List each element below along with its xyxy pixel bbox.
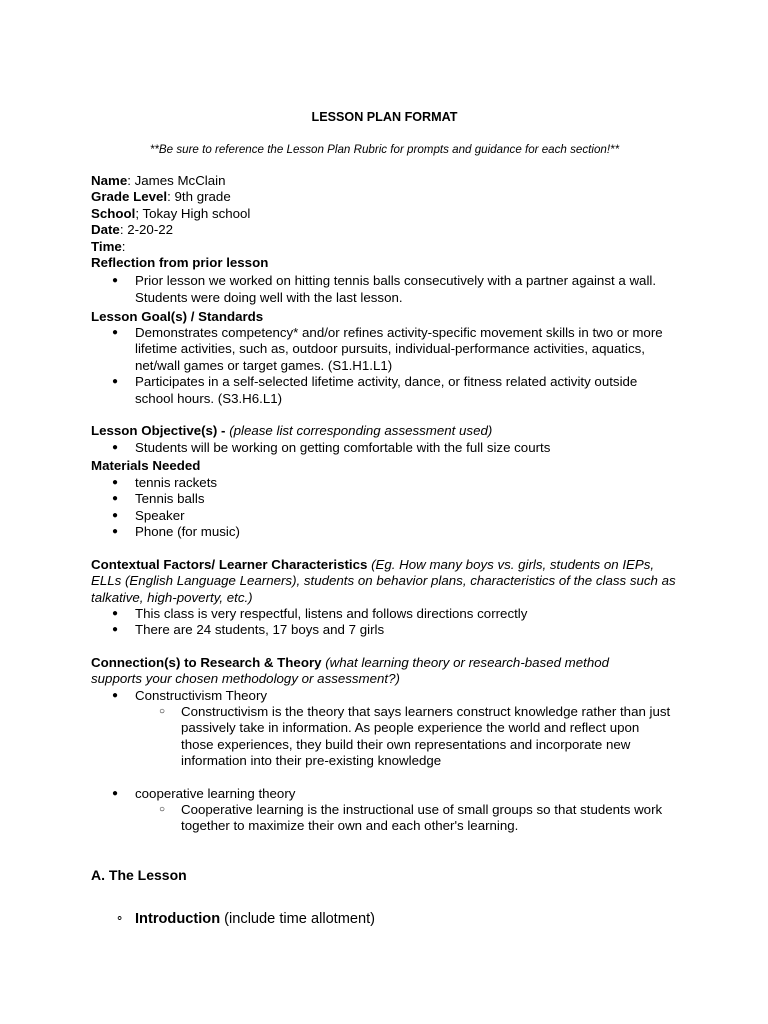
school-label: School bbox=[91, 205, 136, 221]
list-item bbox=[91, 475, 691, 491]
date-value: : 2-20-22 bbox=[119, 222, 174, 238]
intro-row bbox=[115, 911, 375, 927]
reflection-list bbox=[91, 272, 691, 306]
reflection-heading: Reflection from prior lesson bbox=[91, 255, 269, 271]
materials-list bbox=[91, 475, 691, 541]
connection-hint: (what learning theory or research-based method supports your chosen methodology or assessment?) bbox=[91, 655, 610, 687]
date-field bbox=[91, 222, 268, 238]
list-item bbox=[91, 272, 691, 306]
theory-description: Constructivism is the theory that says learners construct knowledge rather than just passively take in information. As people experience the world and reflect upon those experiences, they build their own representations and incorporate new information into their pre-existing knowledge bbox=[181, 704, 671, 769]
header-fields bbox=[91, 173, 268, 271]
goal-text: Demonstrates competency* and/or refines activity-specific movement skills in two or more lifetime activities, such as, outdoor pursuits, individual-performance activities, aquatics, net/wall games or target games. (S1.H1.L1) bbox=[135, 325, 663, 373]
bullet-icon: ● bbox=[112, 376, 119, 388]
intro-hint: (include time allotment) bbox=[220, 911, 376, 927]
list-item bbox=[91, 508, 691, 524]
list-item bbox=[91, 704, 671, 770]
objectives-list bbox=[91, 440, 691, 456]
list-item bbox=[91, 524, 691, 540]
bullet-icon: ● bbox=[112, 327, 119, 338]
connection-list bbox=[91, 786, 691, 802]
material-text: tennis rackets bbox=[135, 475, 218, 490]
grade-field bbox=[91, 189, 268, 205]
goal-text: Participates in a self-selected lifetime activity, dance, or fitness related activity outside school hours. (S3.H6.L1) bbox=[135, 374, 638, 406]
bullet-icon: ● bbox=[112, 509, 119, 521]
connection-sublist bbox=[91, 802, 671, 835]
bullet-icon: ● bbox=[112, 442, 119, 453]
list-item bbox=[91, 802, 671, 835]
bullet-icon: ● bbox=[112, 275, 119, 286]
document-title: LESSON PLAN FORMAT bbox=[311, 110, 458, 124]
time-field bbox=[91, 239, 268, 255]
grade-label: Grade Level bbox=[91, 189, 168, 205]
list-item bbox=[91, 622, 691, 638]
contextual-heading: Contextual Factors/ Learner Characteristics bbox=[91, 557, 368, 572]
objectives-hint: (please list corresponding assessment used) bbox=[229, 423, 493, 438]
goals-list bbox=[91, 325, 666, 407]
material-text: Tennis balls bbox=[135, 491, 205, 507]
name-value: : James McClain bbox=[127, 173, 226, 188]
theory-label: Constructivism Theory bbox=[135, 688, 268, 703]
objectives-heading: Lesson Objective(s) - bbox=[91, 423, 230, 438]
school-field bbox=[91, 206, 268, 222]
theory-label: cooperative learning theory bbox=[135, 786, 296, 801]
bullet-icon: ● bbox=[112, 477, 119, 488]
bullet-icon: ● bbox=[112, 493, 119, 505]
material-text: Speaker bbox=[135, 507, 185, 523]
list-item bbox=[91, 440, 691, 456]
reflection-text: Prior lesson we worked on hitting tennis balls consecutively with a partner against a wall. Students were doing well with the last lesson. bbox=[135, 273, 657, 305]
connection-heading: Connection(s) to Research & Theory bbox=[91, 655, 322, 670]
lesson-heading: A. The Lesson bbox=[91, 867, 187, 883]
bullet-icon: ● bbox=[112, 690, 119, 701]
school-value: ; Tokay High school bbox=[135, 205, 251, 221]
objectives-heading-row bbox=[91, 423, 492, 439]
connection-sublist bbox=[91, 704, 671, 770]
materials-heading: Materials Needed bbox=[91, 458, 201, 473]
list-item bbox=[91, 606, 691, 622]
bullet-icon: ● bbox=[112, 608, 119, 619]
hollow-bullet-icon: ○ bbox=[159, 804, 166, 815]
grade-value: : 9th grade bbox=[167, 189, 231, 205]
contextual-list bbox=[91, 606, 691, 639]
theory-description: Cooperative learning is the instructional use of small groups so that students work together to maximize their own and each other's learning. bbox=[181, 802, 663, 834]
bullet-icon: ● bbox=[112, 788, 119, 799]
hollow-bullet-icon: ○ bbox=[159, 706, 166, 717]
contextual-hint: (Eg. How many boys vs. girls, students on IEPs, ELLs (English Language Learners), students on behavior plans, characteristics of the class such as talkative, high-poverty, etc.) bbox=[91, 557, 676, 605]
bullet-icon: ● bbox=[112, 526, 119, 538]
name-field bbox=[91, 173, 268, 189]
list-item bbox=[91, 491, 691, 507]
goals-heading: Lesson Goal(s) / Standards bbox=[91, 309, 264, 324]
objective-text: Students will be working on getting comfortable with the full size courts bbox=[135, 440, 551, 455]
contextual-text: This class is very respectful, listens and follows directions correctly bbox=[135, 606, 528, 621]
list-item bbox=[91, 325, 666, 374]
hollow-bullet-icon: ⚬ bbox=[115, 913, 125, 925]
list-item bbox=[91, 688, 691, 704]
list-item bbox=[91, 786, 691, 802]
contextual-heading-row bbox=[91, 557, 685, 606]
connection-heading-row bbox=[91, 655, 651, 688]
name-label: Name bbox=[91, 173, 128, 188]
connection-list bbox=[91, 688, 691, 704]
material-text: Phone (for music) bbox=[135, 524, 240, 540]
date-label: Date bbox=[91, 222, 120, 238]
time-value: : bbox=[121, 238, 126, 254]
bullet-icon: ● bbox=[112, 624, 119, 636]
time-label: Time bbox=[91, 238, 122, 254]
intro-label: Introduction bbox=[135, 911, 221, 927]
contextual-text: There are 24 students, 17 boys and 7 girls bbox=[135, 622, 385, 638]
list-item bbox=[91, 374, 666, 407]
document-subtitle: **Be sure to reference the Lesson Plan Rubric for prompts and guidance for each section!** bbox=[149, 143, 620, 156]
